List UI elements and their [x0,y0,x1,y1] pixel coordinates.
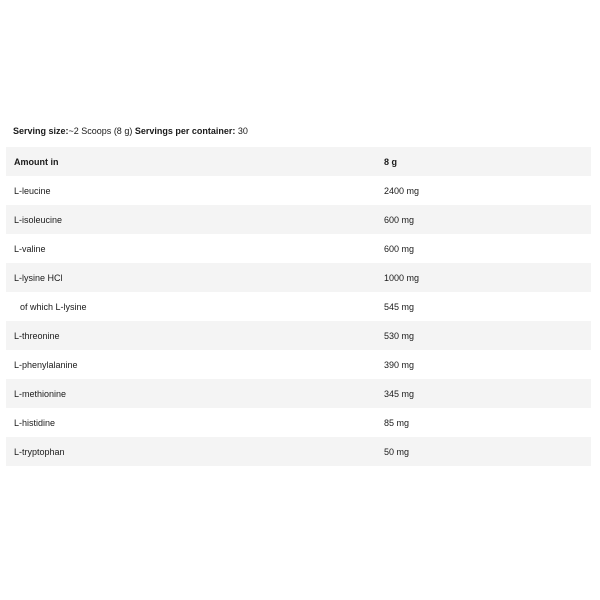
servings-per-container-label: Servings per container: [134,126,236,136]
table-row [6,205,591,234]
table-row [6,176,591,205]
ingredient-name: L-isoleucine [14,214,63,225]
table-row [6,350,591,379]
ingredient-amount: 50 mg [384,446,410,457]
ingredient-name: L-threonine [14,330,60,341]
table-row [6,408,591,437]
serving-size-label: Serving size: [13,126,69,136]
ingredient-amount: 600 mg [384,214,415,225]
table-row [6,379,591,408]
ingredient-amount: 600 mg [384,243,415,254]
table-row [6,234,591,263]
header-amount-cell: 8 g [384,156,398,167]
ingredient-amount: 345 mg [384,388,415,399]
serving-size-value: ~2 Scoops (8 g) [68,126,133,136]
table-row [6,321,591,350]
ingredient-amount: 85 mg [384,417,410,428]
serving-info [13,126,248,136]
ingredient-amount: 545 mg [384,301,415,312]
ingredient-name: L-valine [14,243,46,254]
ingredient-name: L-leucine [14,185,51,196]
ingredient-name: L-methionine [14,388,67,399]
ingredient-name: L-histidine [14,417,56,428]
header-name-cell: Amount in [14,156,59,167]
ingredient-name: of which L-lysine [20,301,87,312]
ingredient-amount: 390 mg [384,359,415,370]
ingredient-name: L-lysine HCl [14,272,63,283]
nutrition-table [6,147,591,466]
ingredient-amount: 1000 mg [384,272,420,283]
table-row [6,437,591,466]
servings-per-container-value: 30 [237,126,248,136]
table-header-row [6,147,591,176]
ingredient-amount: 2400 mg [384,185,420,196]
table-row [6,263,591,292]
ingredient-amount: 530 mg [384,330,415,341]
ingredient-name: L-tryptophan [14,446,65,457]
table-row [6,292,591,321]
ingredient-name: L-phenylalanine [14,359,78,370]
